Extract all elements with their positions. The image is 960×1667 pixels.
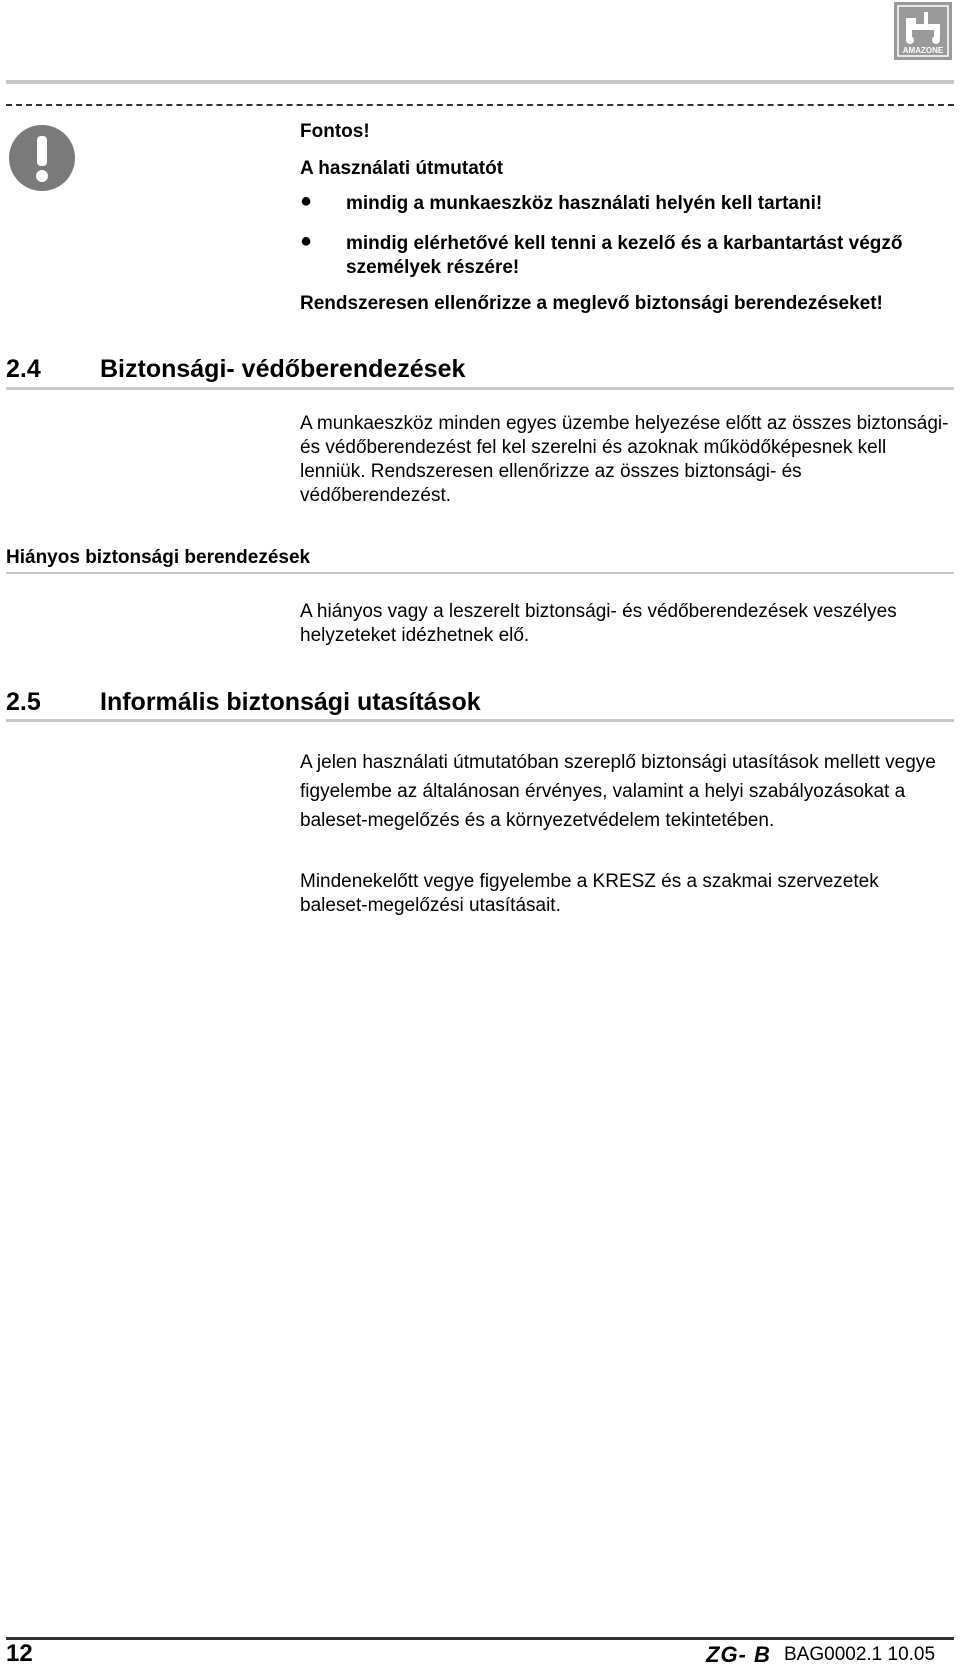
subsection-body: A hiányos vagy a leszerelt biztonsági- és védőberendezések veszélyes helyzeteket idézhetnek elő. xyxy=(300,601,897,646)
section-title: Informális biztonsági utasítások xyxy=(100,688,481,716)
important-exclamation-icon xyxy=(8,124,76,192)
section-body: A munkaeszköz minden egyes üzembe helyezése előtt az összes biztonsági- és védőberendezést fel kel szerelni és azoknak működőképesnek kell lenniük. Rendszeresen ellenőrizze az összes biztonsági- és védőberendezést. xyxy=(300,413,949,506)
warning-bullet: mindig a munkaeszköz használati helyén kell tartani! xyxy=(346,193,823,214)
section-rule xyxy=(6,719,954,722)
page-number: 12 xyxy=(6,1640,33,1667)
logo-wordmark: AMAZONE xyxy=(902,46,944,55)
section-rule xyxy=(6,387,954,390)
warning-title: Fontos! xyxy=(300,121,370,142)
warning-closing: Rendszeresen ellenőrizze a meglevő biztonsági berendezéseket! xyxy=(300,293,883,314)
subsection-heading: Hiányos biztonsági berendezések xyxy=(6,547,311,568)
amazone-logo xyxy=(894,2,952,60)
section-paragraph: Mindenekelőtt vegye figyelembe a KRESZ és a szakmai szervezetek baleset-megelőzési utasításait. xyxy=(300,871,879,916)
warning-bullet: mindig elérhetővé kell tenni a kezelő és a karbantartást végző személyek részére! xyxy=(346,233,903,278)
warning-lead: A használati útmutatót xyxy=(300,158,504,179)
footer-doc-code: BAG0002.1 10.05 xyxy=(784,1644,936,1665)
section-title: Biztonsági- védőberendezések xyxy=(100,355,466,383)
bullet-dot-icon: ● xyxy=(300,190,313,212)
bullet-dot-icon: ● xyxy=(300,230,313,252)
footer-model: ZG- B xyxy=(706,1642,771,1667)
header-rule xyxy=(6,80,954,84)
footer-rule xyxy=(6,1637,954,1640)
section-paragraph: A jelen használati útmutatóban szereplő biztonsági utasítások mellett vegye figyelembe az általánosan érvényes, valamint a helyi szabályozásokat a baleset-megelőzés és a környezetvédelem tekintetében. xyxy=(300,752,936,831)
subsection-rule xyxy=(6,572,954,574)
section-number: 2.4 xyxy=(6,355,41,383)
dashed-separator xyxy=(6,104,954,106)
section-number: 2.5 xyxy=(6,688,41,716)
